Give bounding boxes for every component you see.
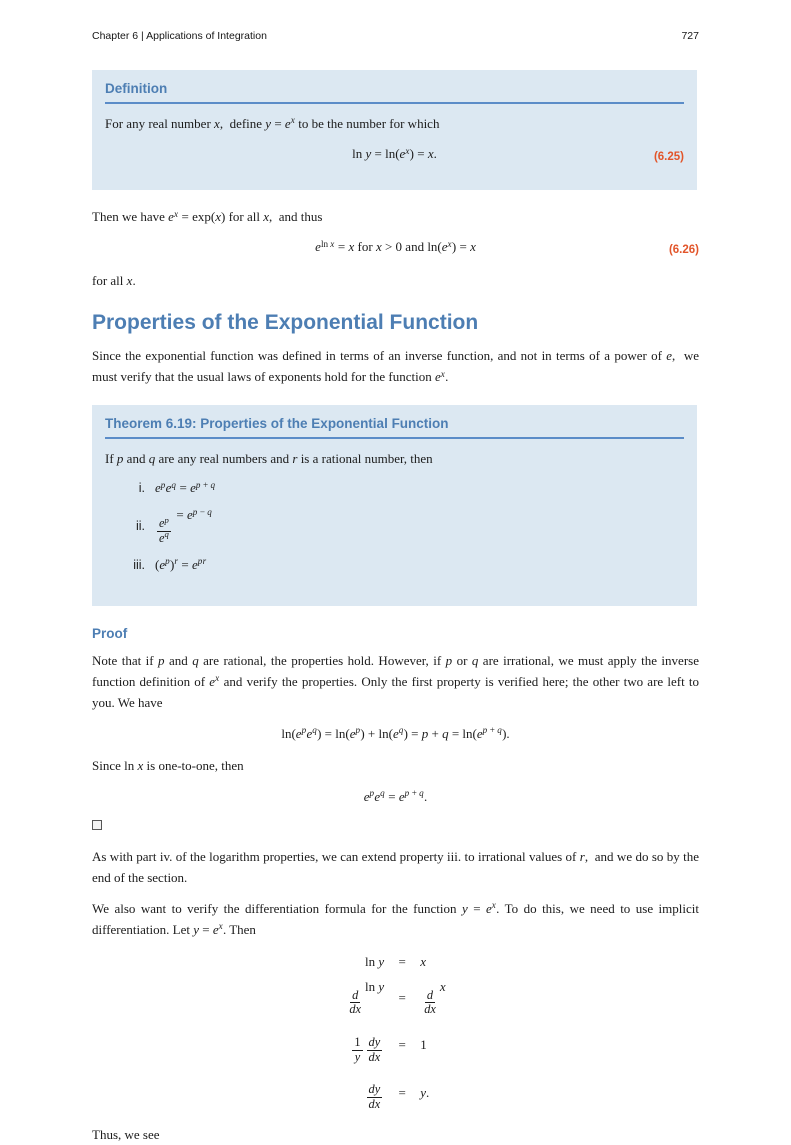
qed-square-icon (92, 820, 102, 830)
theorem-item-label: ii. (135, 519, 145, 534)
equals-sign: = (398, 953, 406, 969)
page-number: 727 (681, 30, 699, 42)
equation-number-6-26: (6.26) (668, 244, 699, 257)
qed-marker (92, 818, 699, 834)
derivation-rhs: $\frac{d}{dx}$ x (424, 978, 446, 1017)
derivation-lhs: ln y (365, 953, 385, 969)
definition-title: Definition (105, 79, 684, 104)
equation-6-26-row (92, 239, 699, 261)
definition-box (92, 70, 697, 190)
equals-sign: = (398, 1084, 406, 1100)
proof-paragraph-1: Note that if p and q are rational, the properties hold. However, if p or q are irrational, we must apply the inverse function definition of $e^x$ and verify the properties. Only the first property is verified here; the other two are left to you. We have (92, 652, 699, 710)
proof-paragraph-2: Since ln x is one-to-one, then (92, 757, 244, 773)
paragraph-then-we-have: Then we have $e^x = \exp(x)$ for all x, and thus (92, 208, 323, 225)
derivation-block (345, 954, 445, 1112)
theorem-box (92, 405, 697, 605)
theorem-item-iii (125, 557, 684, 573)
page-header (92, 30, 699, 42)
paragraph-extend-property: As with part iv. of the logarithm properties, we can extend property iii. to irrational values of r, and we do so by the end of the section. (92, 848, 699, 885)
equals-sign: = (398, 990, 406, 1006)
section-heading: Properties of the Exponential Function (92, 311, 479, 335)
paragraph-differentiation: We also want to verify the differentiation formula for the function $y = e^x$. To do this, we need to use implicit differentiation. Let $y = e^x$. Then (92, 900, 699, 937)
definition-body: For any real number x, define $y = e^x$ to be the number for which (105, 115, 440, 131)
derivation-rhs: x (420, 953, 426, 969)
equation-number-6-25: (6.25) (653, 151, 684, 164)
theorem-item-formula: $(e^p)^r = e^{pr}$ (155, 556, 207, 572)
theorem-item-formula: $e^pe^q = e^{p + q}$ (155, 479, 216, 496)
section-intro-paragraph: Since the exponential function was defined in terms of an inverse function, and not in terms of a power of e, we must verify that the usual laws of exponents hold for the function $e^x$. (92, 348, 699, 385)
derivation-lhs: $\frac{d}{dx}$ ln y (349, 978, 385, 1017)
running-head: Chapter 6 | Applications of Integration (92, 30, 267, 42)
equation-6-25: $\ln y = \ln(e^x) = x$. (352, 145, 437, 162)
proof-equation-1: $\ln(e^pe^q) = \ln(e^p) + \ln(e^q) = p + q = \ln(e^{p + q})$. (281, 725, 510, 741)
theorem-item-formula: $\frac{e^p}{e^q}$ = $e^{p - q}$ (159, 506, 213, 545)
proof-heading: Proof (92, 625, 128, 641)
equation-6-25-row (105, 146, 684, 168)
paragraph-for-all-x: for all x. (92, 273, 136, 289)
equation-6-26: $e^{ln x} = x$ for x > 0 and $\ln(e^x) = x$ (315, 238, 476, 255)
theorem-item-label: i. (138, 481, 145, 496)
theorem-title: Theorem 6.19: Properties of the Exponential Function (105, 414, 684, 439)
derivation-rhs: 1 (420, 1037, 427, 1053)
theorem-intro: If p and q are any real numbers and r is a rational number, then (105, 451, 433, 467)
derivation-rhs: y. (420, 1084, 430, 1100)
theorem-item-label: iii. (133, 557, 145, 572)
paragraph-thus-we-see: Thus, we see (92, 1126, 160, 1142)
derivation-lhs: $\frac{1}{y}$ $\frac{dy}{dx}$ (354, 1034, 381, 1064)
theorem-item-i (125, 480, 684, 496)
theorem-item-ii (125, 507, 684, 545)
derivation-lhs: $\frac{dy}{dx}$ (368, 1082, 381, 1111)
proof-equation-2: $e^pe^q = e^{p + q}$. (363, 788, 428, 804)
equals-sign: = (398, 1037, 406, 1053)
